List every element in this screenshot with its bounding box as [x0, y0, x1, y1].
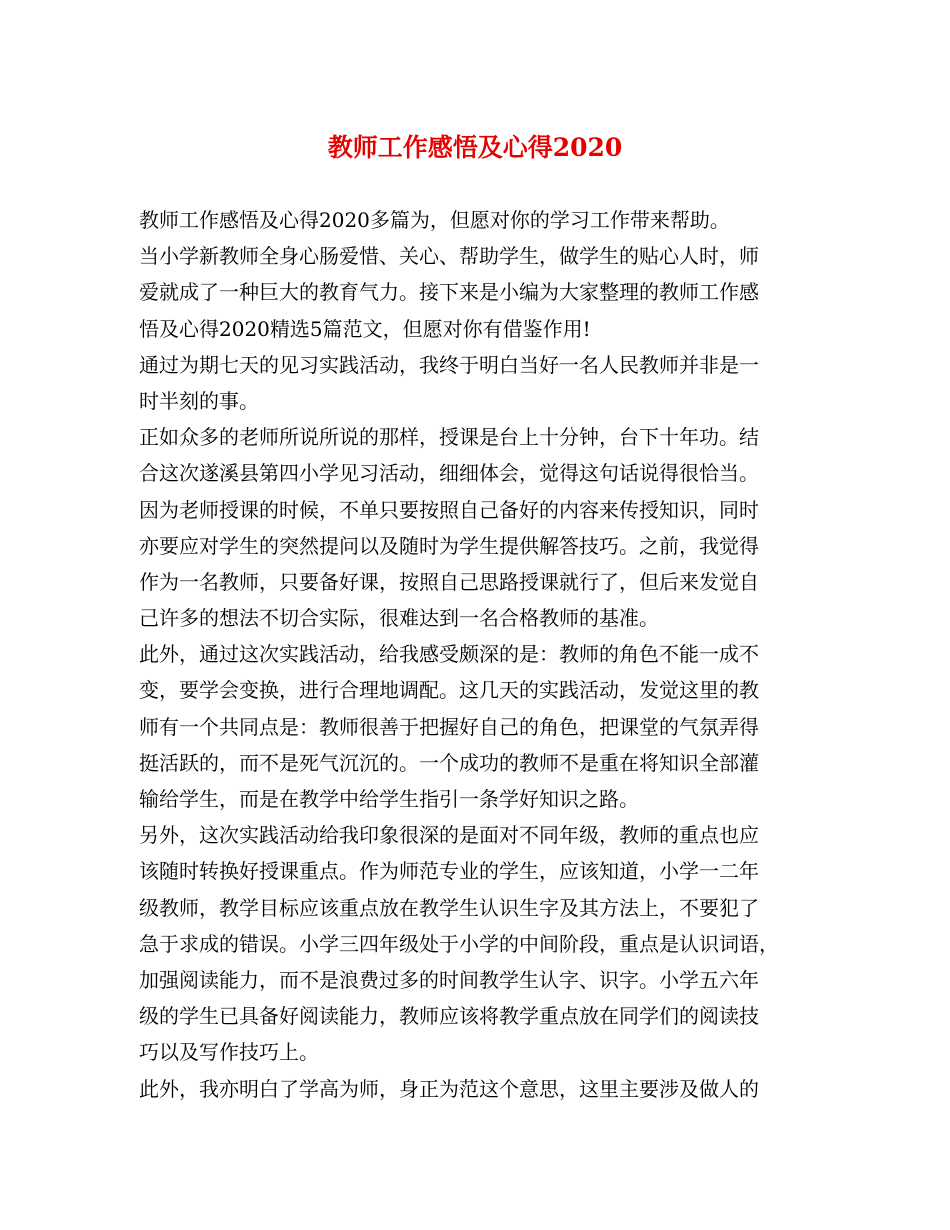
text-line: 师有一个共同点是：教师很善于把握好自己的角色，把课堂的气氛弄得 [139, 714, 759, 739]
text-line: 亦要应对学生的突然提问以及随时为学生提供解答技巧。之前，我觉得 [139, 533, 759, 558]
text-line: 此外，通过这次实践活动，给我感受颇深的是：教师的角色不能一成不 [139, 642, 759, 667]
document-title: 教师工作感悟及心得2020 [327, 133, 623, 162]
text-line: 己许多的想法不切合实际，很难达到一名合格教师的基准。 [139, 606, 659, 631]
text-line: 通过为期七天的见习实践活动，我终于明白当好一名人民教师并非是一 [139, 352, 759, 377]
text-line: 该随时转换好授课重点。作为师范专业的学生，应该知道，小学一二年 [139, 859, 759, 884]
text-line: 当小学新教师全身心肠爱惜、关心、帮助学生，做学生的贴心人时，师 [139, 244, 759, 269]
text-line: 合这次遂溪县第四小学见习活动，细细体会，觉得这句话说得很恰当。 [139, 461, 759, 486]
text-line: 级教师，教学目标应该重点放在教学生认识生字及其方法上，不要犯了 [139, 895, 759, 920]
text-line: 此外，我亦明白了学高为师，身正为范这个意思，这里主要涉及做人的 [139, 1076, 759, 1101]
text-line: 爱就成了一种巨大的教育气力。接下来是小编为大家整理的教师工作感 [139, 280, 759, 305]
text-line: 悟及心得2020精选5篇范文，但愿对你有借鉴作用! [139, 316, 591, 341]
text-line: 挺活跃的，而不是死气沉沉的。一个成功的教师不是重在将知识全部灌 [139, 750, 759, 775]
text-line: 变，要学会变换，进行合理地调配。这几天的实践活动，发觉这里的教 [139, 678, 759, 703]
text-line: 级的学生已具备好阅读能力，教师应该将教学重点放在同学们的阅读技 [139, 1004, 759, 1029]
text-line: 作为一名教师，只要备好课，按照自己思路授课就行了，但后来发觉自 [139, 569, 759, 594]
text-line: 巧以及写作技巧上。 [139, 1040, 319, 1065]
text-line: 输给学生，而是在教学中给学生指引一条学好知识之路。 [139, 787, 639, 811]
text-line: 时半刻的事。 [139, 388, 259, 413]
text-line: 因为老师授课的时候，不单只要按照自己备好的内容来传授知识，同时 [139, 497, 759, 522]
text-line: 加强阅读能力，而不是浪费过多的时间教学生认字、识字。小学五六年 [139, 967, 759, 992]
text-line: 教师工作感悟及心得2020多篇为，但愿对你的学习工作带来帮助。 [139, 208, 730, 232]
text-line: 急于求成的错误。小学三四年级处于小学的中间阶段，重点是认识词语， [139, 931, 779, 956]
document-body [139, 202, 829, 1107]
text-line: 另外，这次实践活动给我印象很深的是面对不同年级，教师的重点也应 [139, 823, 759, 848]
text-line: 正如众多的老师所说所说的那样，授课是台上十分钟，台下十年功。结 [139, 425, 759, 450]
